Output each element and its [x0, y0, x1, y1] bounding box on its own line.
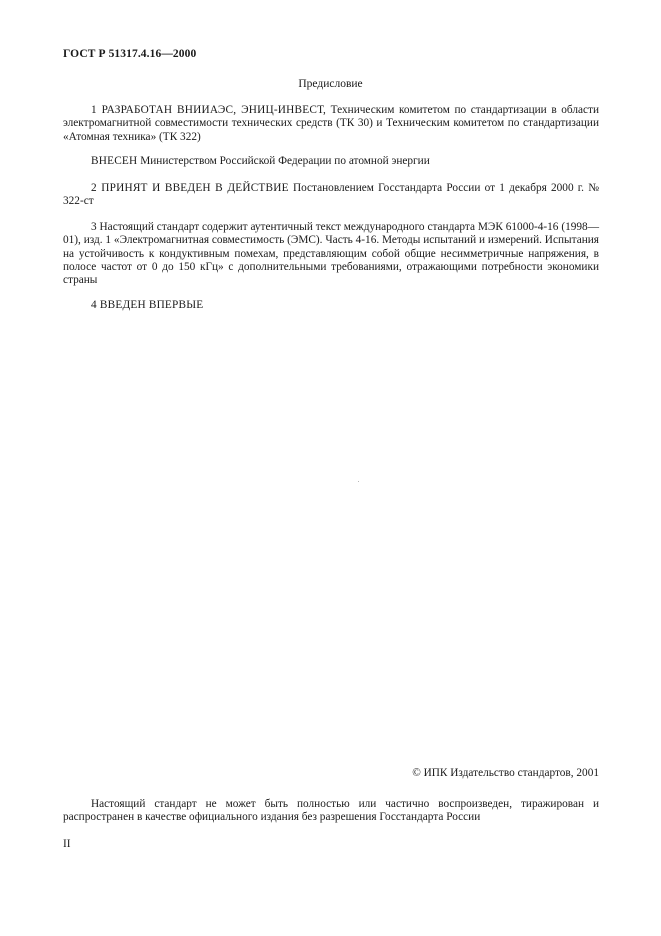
- paragraph-adopted: [63, 182, 599, 209]
- paragraph-lead: ВНЕСЕН: [91, 155, 138, 167]
- copyright-line: © ИПК Издательство стандартов, 2001: [412, 767, 599, 779]
- paragraph-first-introduced: 4 ВВЕДЕН ВПЕРВЫЕ: [91, 299, 204, 311]
- paragraph-developed-by: [63, 104, 599, 144]
- paragraph-lead: 1 РАЗРАБОТАН ВНИИАЭС, ЭНИЦ-ИНВЕСТ,: [91, 104, 327, 116]
- paragraph-introduced-by: [63, 155, 599, 168]
- paragraph-text: Постановлением Госстандарта России от 1 декабря 2000 г. № 322-ст: [63, 182, 599, 208]
- scan-speck: [358, 481, 359, 482]
- reproduction-notice: Настоящий стандарт не может быть полностью или частично воспроизведен, тиражирован и распространен в качестве официального издания без разрешения Госстандарта России: [63, 798, 599, 824]
- paragraph-text: Министерством Российской Федерации по атомной энергии: [137, 155, 430, 167]
- page-number: II: [63, 838, 71, 850]
- paragraph-lead: 2 ПРИНЯТ И ВВЕДЕН В ДЕЙСТВИЕ: [91, 182, 289, 194]
- document-code: ГОСТ Р 51317.4.16—2000: [63, 48, 197, 60]
- paragraph-authentic-text: 3 Настоящий стандарт содержит аутентичный текст международного стандарта МЭК 61000-4-16 (1998—01), изд. 1 «Электромагнитная совместимость (ЭМС). Часть 4-16. Методы испытаний и измерений. Испытания на устойчивость к кондуктивным помехам, представляющим собой общие несимметричные напряжения, в полосе частот от 0 до 150 кГц» с дополнительными требованиями, отражающими потребности экономики страны: [63, 221, 599, 287]
- page-title: Предисловие: [298, 78, 363, 90]
- paragraph-text: Техническим комитетом по стандартизации в области электромагнитной совместимости технических средств (ТК 30) и Техническим комитетом по стандартизации «Атомная техника» (ТК 322): [63, 104, 599, 143]
